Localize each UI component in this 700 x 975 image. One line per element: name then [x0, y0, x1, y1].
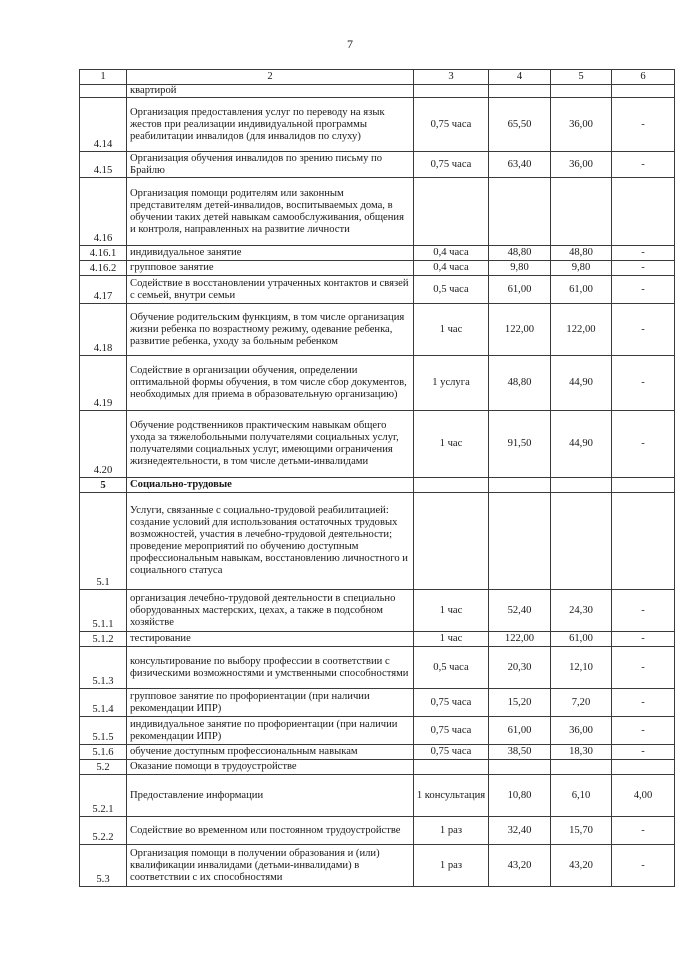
- tariff-col6-cell: 4,00: [612, 775, 675, 817]
- tariff-col4-cell: 9,80: [489, 261, 551, 276]
- row-number-cell: 5.2.1: [80, 775, 127, 817]
- tariff-col4-cell: 20,30: [489, 647, 551, 689]
- tariff-col4-cell: 10,80: [489, 775, 551, 817]
- tariff-col6-cell: -: [612, 845, 675, 887]
- table-row: [80, 152, 675, 178]
- tariff-col6-cell: -: [612, 411, 675, 478]
- section-row: [80, 478, 675, 493]
- tariff-col5-cell: 44,90: [551, 356, 612, 411]
- time-norm-cell: 1 раз: [414, 817, 489, 845]
- table-row: [80, 717, 675, 745]
- row-number-cell: 5: [80, 478, 127, 493]
- tariff-col5-cell: 43,20: [551, 845, 612, 887]
- time-norm-cell: 0,75 часа: [414, 717, 489, 745]
- tariff-col5-cell: 36,00: [551, 717, 612, 745]
- row-number-cell: 4.19: [80, 356, 127, 411]
- tariff-col6-cell: [612, 85, 675, 98]
- tariff-col5-cell: 24,30: [551, 590, 612, 632]
- tariff-col6-cell: [612, 493, 675, 590]
- row-number-cell: 4.16: [80, 178, 127, 246]
- tariff-col6-cell: -: [612, 276, 675, 304]
- tariff-col4-cell: 38,50: [489, 745, 551, 760]
- time-norm-cell: 1 час: [414, 590, 489, 632]
- tariff-col4-cell: [489, 493, 551, 590]
- service-description-cell: Организация помощи родителям или законным представителям детей-инвалидов, воспитываемых дома, в обучении таких детей навыкам самообслуживания, общения и контроля, направленных на развитие личности: [127, 178, 414, 246]
- tariff-col4-cell: 65,50: [489, 98, 551, 152]
- row-number-cell: 5.2: [80, 760, 127, 775]
- tariff-col5-cell: 36,00: [551, 98, 612, 152]
- service-description-cell: тестирование: [127, 632, 414, 647]
- table-row: [80, 745, 675, 760]
- time-norm-cell: 0,5 часа: [414, 647, 489, 689]
- tariff-col5-cell: [551, 85, 612, 98]
- header-cell: 6: [612, 70, 675, 85]
- service-description-cell: групповое занятие: [127, 261, 414, 276]
- tariff-col4-cell: 43,20: [489, 845, 551, 887]
- table-row: [80, 632, 675, 647]
- tariff-col6-cell: -: [612, 152, 675, 178]
- row-number-cell: 4.15: [80, 152, 127, 178]
- tariff-col6-cell: -: [612, 356, 675, 411]
- tariff-col4-cell: 122,00: [489, 304, 551, 356]
- service-description-cell: Организация обучения инвалидов по зрению письму по Брайлю: [127, 152, 414, 178]
- tariff-col5-cell: 6,10: [551, 775, 612, 817]
- tariff-col4-cell: 63,40: [489, 152, 551, 178]
- tariff-col5-cell: 7,20: [551, 689, 612, 717]
- row-number-cell: 4.18: [80, 304, 127, 356]
- tariff-col5-cell: 9,80: [551, 261, 612, 276]
- time-norm-cell: 0,75 часа: [414, 98, 489, 152]
- table-row: [80, 246, 675, 261]
- tariff-col4-cell: [489, 178, 551, 246]
- tariff-col6-cell: -: [612, 261, 675, 276]
- service-description-cell: индивидуальное занятие: [127, 246, 414, 261]
- tariff-col4-cell: 48,80: [489, 246, 551, 261]
- table-row: [80, 493, 675, 590]
- tariff-col4-cell: 48,80: [489, 356, 551, 411]
- tariff-col4-cell: 15,20: [489, 689, 551, 717]
- tariff-col6-cell: -: [612, 817, 675, 845]
- table-row: [80, 590, 675, 632]
- tariff-col4-cell: 61,00: [489, 276, 551, 304]
- time-norm-cell: 1 час: [414, 411, 489, 478]
- table-row: [80, 817, 675, 845]
- time-norm-cell: 0,4 часа: [414, 261, 489, 276]
- tariff-col6-cell: -: [612, 689, 675, 717]
- tariff-col6-cell: [612, 178, 675, 246]
- row-number-cell: [80, 85, 127, 98]
- table-row: [80, 85, 675, 98]
- table-row: [80, 689, 675, 717]
- row-number-cell: 5.1.1: [80, 590, 127, 632]
- tariff-col4-cell: 32,40: [489, 817, 551, 845]
- header-row: [80, 70, 675, 85]
- tariff-col6-cell: -: [612, 98, 675, 152]
- header-cell: 2: [127, 70, 414, 85]
- service-description-cell: организация лечебно-трудовой деятельности в специально оборудованных мастерских, цехах, а также в подсобном хозяйстве: [127, 590, 414, 632]
- tariff-col5-cell: 61,00: [551, 276, 612, 304]
- time-norm-cell: 1 консультация: [414, 775, 489, 817]
- tariff-col5-cell: [551, 478, 612, 493]
- tariff-col4-cell: 122,00: [489, 632, 551, 647]
- table-row: [80, 845, 675, 887]
- service-description-cell: Оказание помощи в трудоустройстве: [127, 760, 414, 775]
- tariff-col4-cell: 91,50: [489, 411, 551, 478]
- tariff-col6-cell: -: [612, 246, 675, 261]
- tariff-col5-cell: 44,90: [551, 411, 612, 478]
- row-number-cell: 5.1.5: [80, 717, 127, 745]
- tariff-col4-cell: [489, 760, 551, 775]
- time-norm-cell: [414, 760, 489, 775]
- table-row: [80, 98, 675, 152]
- time-norm-cell: 0,75 часа: [414, 745, 489, 760]
- time-norm-cell: 1 услуга: [414, 356, 489, 411]
- tariff-col4-cell: 61,00: [489, 717, 551, 745]
- service-description-cell: Содействие в восстановлении утраченных контактов и связей с семьей, внутри семьи: [127, 276, 414, 304]
- service-description-cell: Обучение родственников практическим навыкам общего ухода за тяжелобольными получателями социальных услуг, получателями социальных услуг, имеющими ограничения жизнедеятельности, в том числе детьми-инвалидами: [127, 411, 414, 478]
- time-norm-cell: 0,4 часа: [414, 246, 489, 261]
- tariff-col5-cell: 122,00: [551, 304, 612, 356]
- table-row: [80, 261, 675, 276]
- tariff-col5-cell: 12,10: [551, 647, 612, 689]
- tariff-col6-cell: -: [612, 717, 675, 745]
- time-norm-cell: [414, 85, 489, 98]
- tariff-col5-cell: [551, 760, 612, 775]
- header-cell: 4: [489, 70, 551, 85]
- tariff-col4-cell: [489, 85, 551, 98]
- row-number-cell: 5.1.3: [80, 647, 127, 689]
- service-description-cell: Содействие в организации обучения, определении оптимальной формы обучения, в том числе сбор документов, необходимых для приема в образовательную организацию): [127, 356, 414, 411]
- time-norm-cell: [414, 493, 489, 590]
- time-norm-cell: 1 час: [414, 632, 489, 647]
- page-number: 7: [347, 37, 353, 51]
- time-norm-cell: 1 час: [414, 304, 489, 356]
- row-number-cell: 4.17: [80, 276, 127, 304]
- table-row: [80, 647, 675, 689]
- time-norm-cell: 1 раз: [414, 845, 489, 887]
- service-description-cell: индивидуальное занятие по профориентации (при наличии рекомендации ИПР): [127, 717, 414, 745]
- table-row: [80, 178, 675, 246]
- tariff-col5-cell: [551, 178, 612, 246]
- tariff-col5-cell: 18,30: [551, 745, 612, 760]
- table-row: [80, 356, 675, 411]
- time-norm-cell: 0,5 часа: [414, 276, 489, 304]
- services-table: [79, 69, 675, 887]
- service-description-cell: Организация предоставления услуг по переводу на язык жестов при реализации индивидуальной программы реабилитации инвалидов (для инвалидов по слуху): [127, 98, 414, 152]
- header-cell: 1: [80, 70, 127, 85]
- tariff-col5-cell: 36,00: [551, 152, 612, 178]
- tariff-col5-cell: 15,70: [551, 817, 612, 845]
- row-number-cell: 4.14: [80, 98, 127, 152]
- tariff-col6-cell: [612, 478, 675, 493]
- table-row: [80, 276, 675, 304]
- time-norm-cell: [414, 478, 489, 493]
- table-row: [80, 760, 675, 775]
- table-row: [80, 304, 675, 356]
- tariff-col6-cell: -: [612, 745, 675, 760]
- service-description-cell: групповое занятие по профориентации (при наличии рекомендации ИПР): [127, 689, 414, 717]
- row-number-cell: 5.2.2: [80, 817, 127, 845]
- row-number-cell: 5.1.6: [80, 745, 127, 760]
- service-description-cell: Услуги, связанные с социально-трудовой реабилитацией: создание условий для использования остаточных трудовых возможностей, участия в лечебно-трудовой деятельности; проведение мероприятий по обучению доступным профессиональным навыкам, восстановлению личностного и социального статуса: [127, 493, 414, 590]
- row-number-cell: 5.1.2: [80, 632, 127, 647]
- row-number-cell: 5.3: [80, 845, 127, 887]
- header-cell: 3: [414, 70, 489, 85]
- tariff-col6-cell: -: [612, 590, 675, 632]
- table-row: [80, 775, 675, 817]
- row-number-cell: 4.16.1: [80, 246, 127, 261]
- service-description-cell: квартирой: [127, 85, 414, 98]
- service-description-cell: обучение доступным профессиональным навыкам: [127, 745, 414, 760]
- service-description-cell: Содействие во временном или постоянном трудоустройстве: [127, 817, 414, 845]
- row-number-cell: 4.20: [80, 411, 127, 478]
- time-norm-cell: 0,75 часа: [414, 689, 489, 717]
- time-norm-cell: [414, 178, 489, 246]
- header-cell: 5: [551, 70, 612, 85]
- tariff-col5-cell: 48,80: [551, 246, 612, 261]
- tariff-col6-cell: -: [612, 632, 675, 647]
- service-description-cell: консультирование по выбору профессии в соответствии с физическими возможностями и умственными способностями: [127, 647, 414, 689]
- service-description-cell: Предоставление информации: [127, 775, 414, 817]
- tariff-col6-cell: -: [612, 647, 675, 689]
- tariff-col6-cell: -: [612, 304, 675, 356]
- tariff-col4-cell: [489, 478, 551, 493]
- table-row: [80, 411, 675, 478]
- tariff-col5-cell: [551, 493, 612, 590]
- tariff-col5-cell: 61,00: [551, 632, 612, 647]
- tariff-col4-cell: 52,40: [489, 590, 551, 632]
- row-number-cell: 5.1: [80, 493, 127, 590]
- service-description-cell: Социально-трудовые: [127, 478, 414, 493]
- row-number-cell: 5.1.4: [80, 689, 127, 717]
- service-description-cell: Организация помощи в получении образования и (или) квалификации инвалидами (детьми-инвалидами) в соответствии с их способностями: [127, 845, 414, 887]
- time-norm-cell: 0,75 часа: [414, 152, 489, 178]
- row-number-cell: 4.16.2: [80, 261, 127, 276]
- tariff-col6-cell: [612, 760, 675, 775]
- service-description-cell: Обучение родительским функциям, в том числе организация жизни ребенка по возрастному режиму, одевание ребенка, развитие ребенка, уходу за больным ребенком: [127, 304, 414, 356]
